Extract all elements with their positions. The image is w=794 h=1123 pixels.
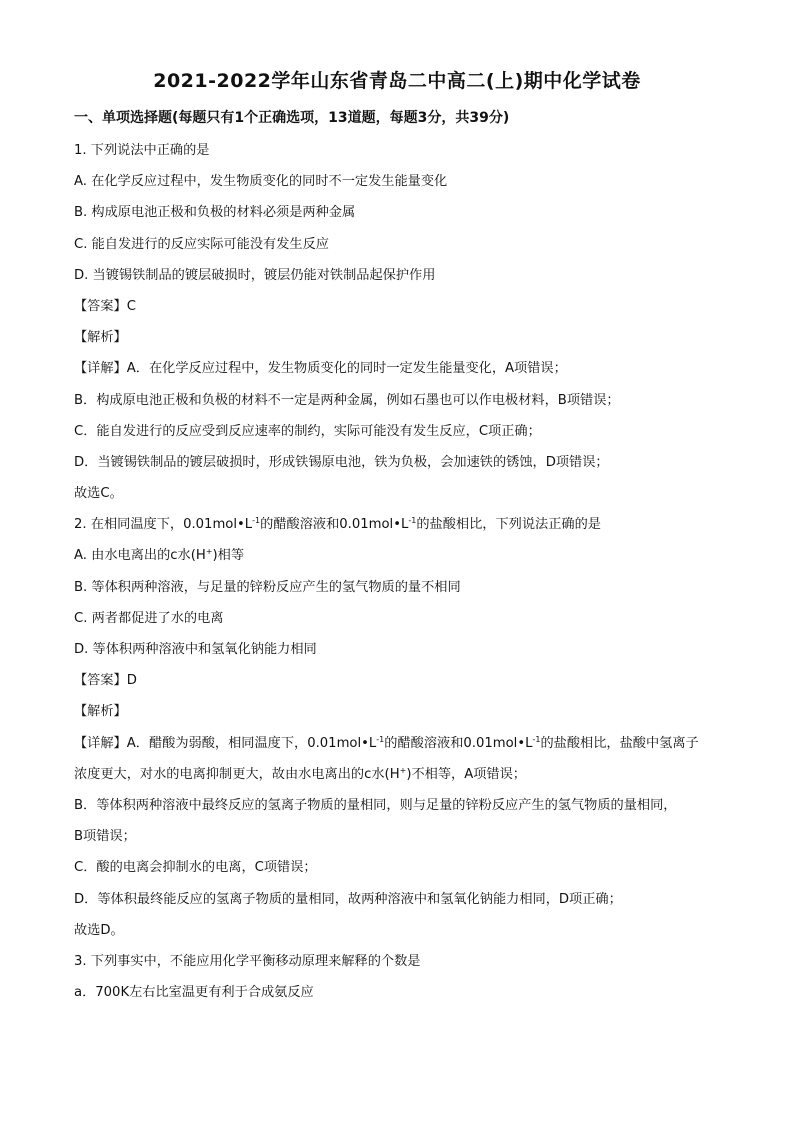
q2-option-d: D. 等体积两种溶液中和氢氧化钠能力相同	[74, 642, 317, 657]
section-heading: 一、单项选择题(每题只有1个正确选项，13道题，每题3分，共39分)	[74, 110, 510, 126]
q3-stem: 3. 下列事实中，不能应用化学平衡移动原理来解释的个数是	[74, 953, 421, 969]
q2-option-c: C. 两者都促进了水的电离	[74, 610, 224, 626]
q2-detail-a1	[74, 733, 734, 764]
q1-detail-b: B．构成原电池正极和负极的材料不一定是两种金属，例如石墨也可以作电极材料，B项错误；	[74, 392, 620, 408]
q1-detail-a	[74, 358, 734, 389]
option-text: A. 由水电离出的c水(H	[74, 548, 206, 564]
q2-detail-a2	[74, 764, 734, 795]
content-lines	[74, 140, 734, 1013]
q1-answer	[74, 296, 734, 327]
detail-text: A．醋酸为弱酸，相同温度下，0.01mol•L	[126, 735, 377, 751]
q1-detail-d: D．当镀锡铁制品的镀层破损时，形成铁锡原电池，铁为负极，会加速铁的锈蚀，D项错误；	[74, 454, 609, 470]
q2-conclusion: 故选D。	[74, 922, 124, 938]
q2-answer	[74, 670, 734, 701]
answer-value: C	[126, 298, 136, 314]
q1-option-a: A. 在化学反应过程中，发生物质变化的同时不一定发生能量变化	[74, 174, 448, 190]
q1-analysis-label: 【解析】	[74, 330, 127, 346]
q1-option-c: C. 能自发进行的反应实际可能没有发生反应	[74, 236, 329, 252]
q2-stem	[74, 514, 734, 545]
superscript: -1	[408, 516, 417, 526]
q1-conclusion: 故选C。	[74, 486, 123, 502]
q2-option-a	[74, 545, 734, 576]
superscript: -1	[252, 516, 261, 526]
q2-detail-b2: B项错误；	[74, 829, 136, 845]
superscript: -1	[376, 734, 385, 744]
detail-label: 【详解】	[74, 735, 127, 751]
stem-text: 的醋酸溶液和0.01mol•L	[260, 517, 409, 533]
detail-text: 浓度更大，对水的电离抑制更大，故由水电离出的c水(H	[74, 766, 400, 782]
q3-item-a: a．700K左右比室温更有利于合成氨反应	[74, 985, 314, 1001]
q2-detail-d: D．等体积最终能反应的氢离子物质的量相同，故两种溶液中和氢氧化钠能力相同，D项正确；	[74, 891, 622, 907]
q1-option-b: B. 构成原电池正极和负极的材料必须是两种金属	[74, 205, 356, 221]
detail-text: )不相等，A项错误；	[406, 766, 526, 782]
page-title: 2021-2022学年山东省青岛二中高二(上)期中化学试卷	[153, 70, 641, 92]
q2-detail-c: C．酸的电离会抑制水的电离，C项错误；	[74, 860, 317, 876]
detail-label: 【详解】	[74, 361, 127, 377]
answer-label: 【答案】	[74, 673, 127, 689]
q2-analysis-label: 【解析】	[74, 704, 127, 720]
detail-text: 的醋酸溶液和0.01mol•L	[384, 735, 533, 751]
q1-stem: 1. 下列说法中正确的是	[74, 143, 210, 158]
answer-value: D	[126, 673, 137, 689]
superscript: -1	[532, 734, 541, 744]
answer-label: 【答案】	[74, 298, 127, 314]
superscript: +	[205, 547, 213, 557]
q1-option-d: D. 当镀锡铁制品的镀层破损时，镀层仍能对铁制品起保护作用	[74, 267, 436, 283]
q1-detail-c: C．能自发进行的反应受到反应速率的制约，实际可能没有发生反应，C项正确；	[74, 423, 541, 439]
superscript: +	[399, 765, 407, 775]
option-text: )相等	[212, 548, 245, 564]
q2-option-b: B. 等体积两种溶液，与足量的锌粉反应产生的氢气物质的量不相同	[74, 579, 461, 595]
detail-text: 的盐酸相比，盐酸中氢离子	[540, 735, 699, 751]
q2-detail-b1: B．等体积两种溶液中最终反应的氢离子物质的量相同，则与足量的锌粉反应产生的氢气物质的量相同，	[74, 797, 677, 813]
stem-text: 2. 在相同温度下，0.01mol•L	[74, 517, 253, 533]
detail-text: A．在化学反应过程中，发生物质变化的同时一定发生能量变化，A项错误；	[126, 361, 567, 377]
stem-text: 的盐酸相比，下列说法正确的是	[416, 517, 601, 533]
